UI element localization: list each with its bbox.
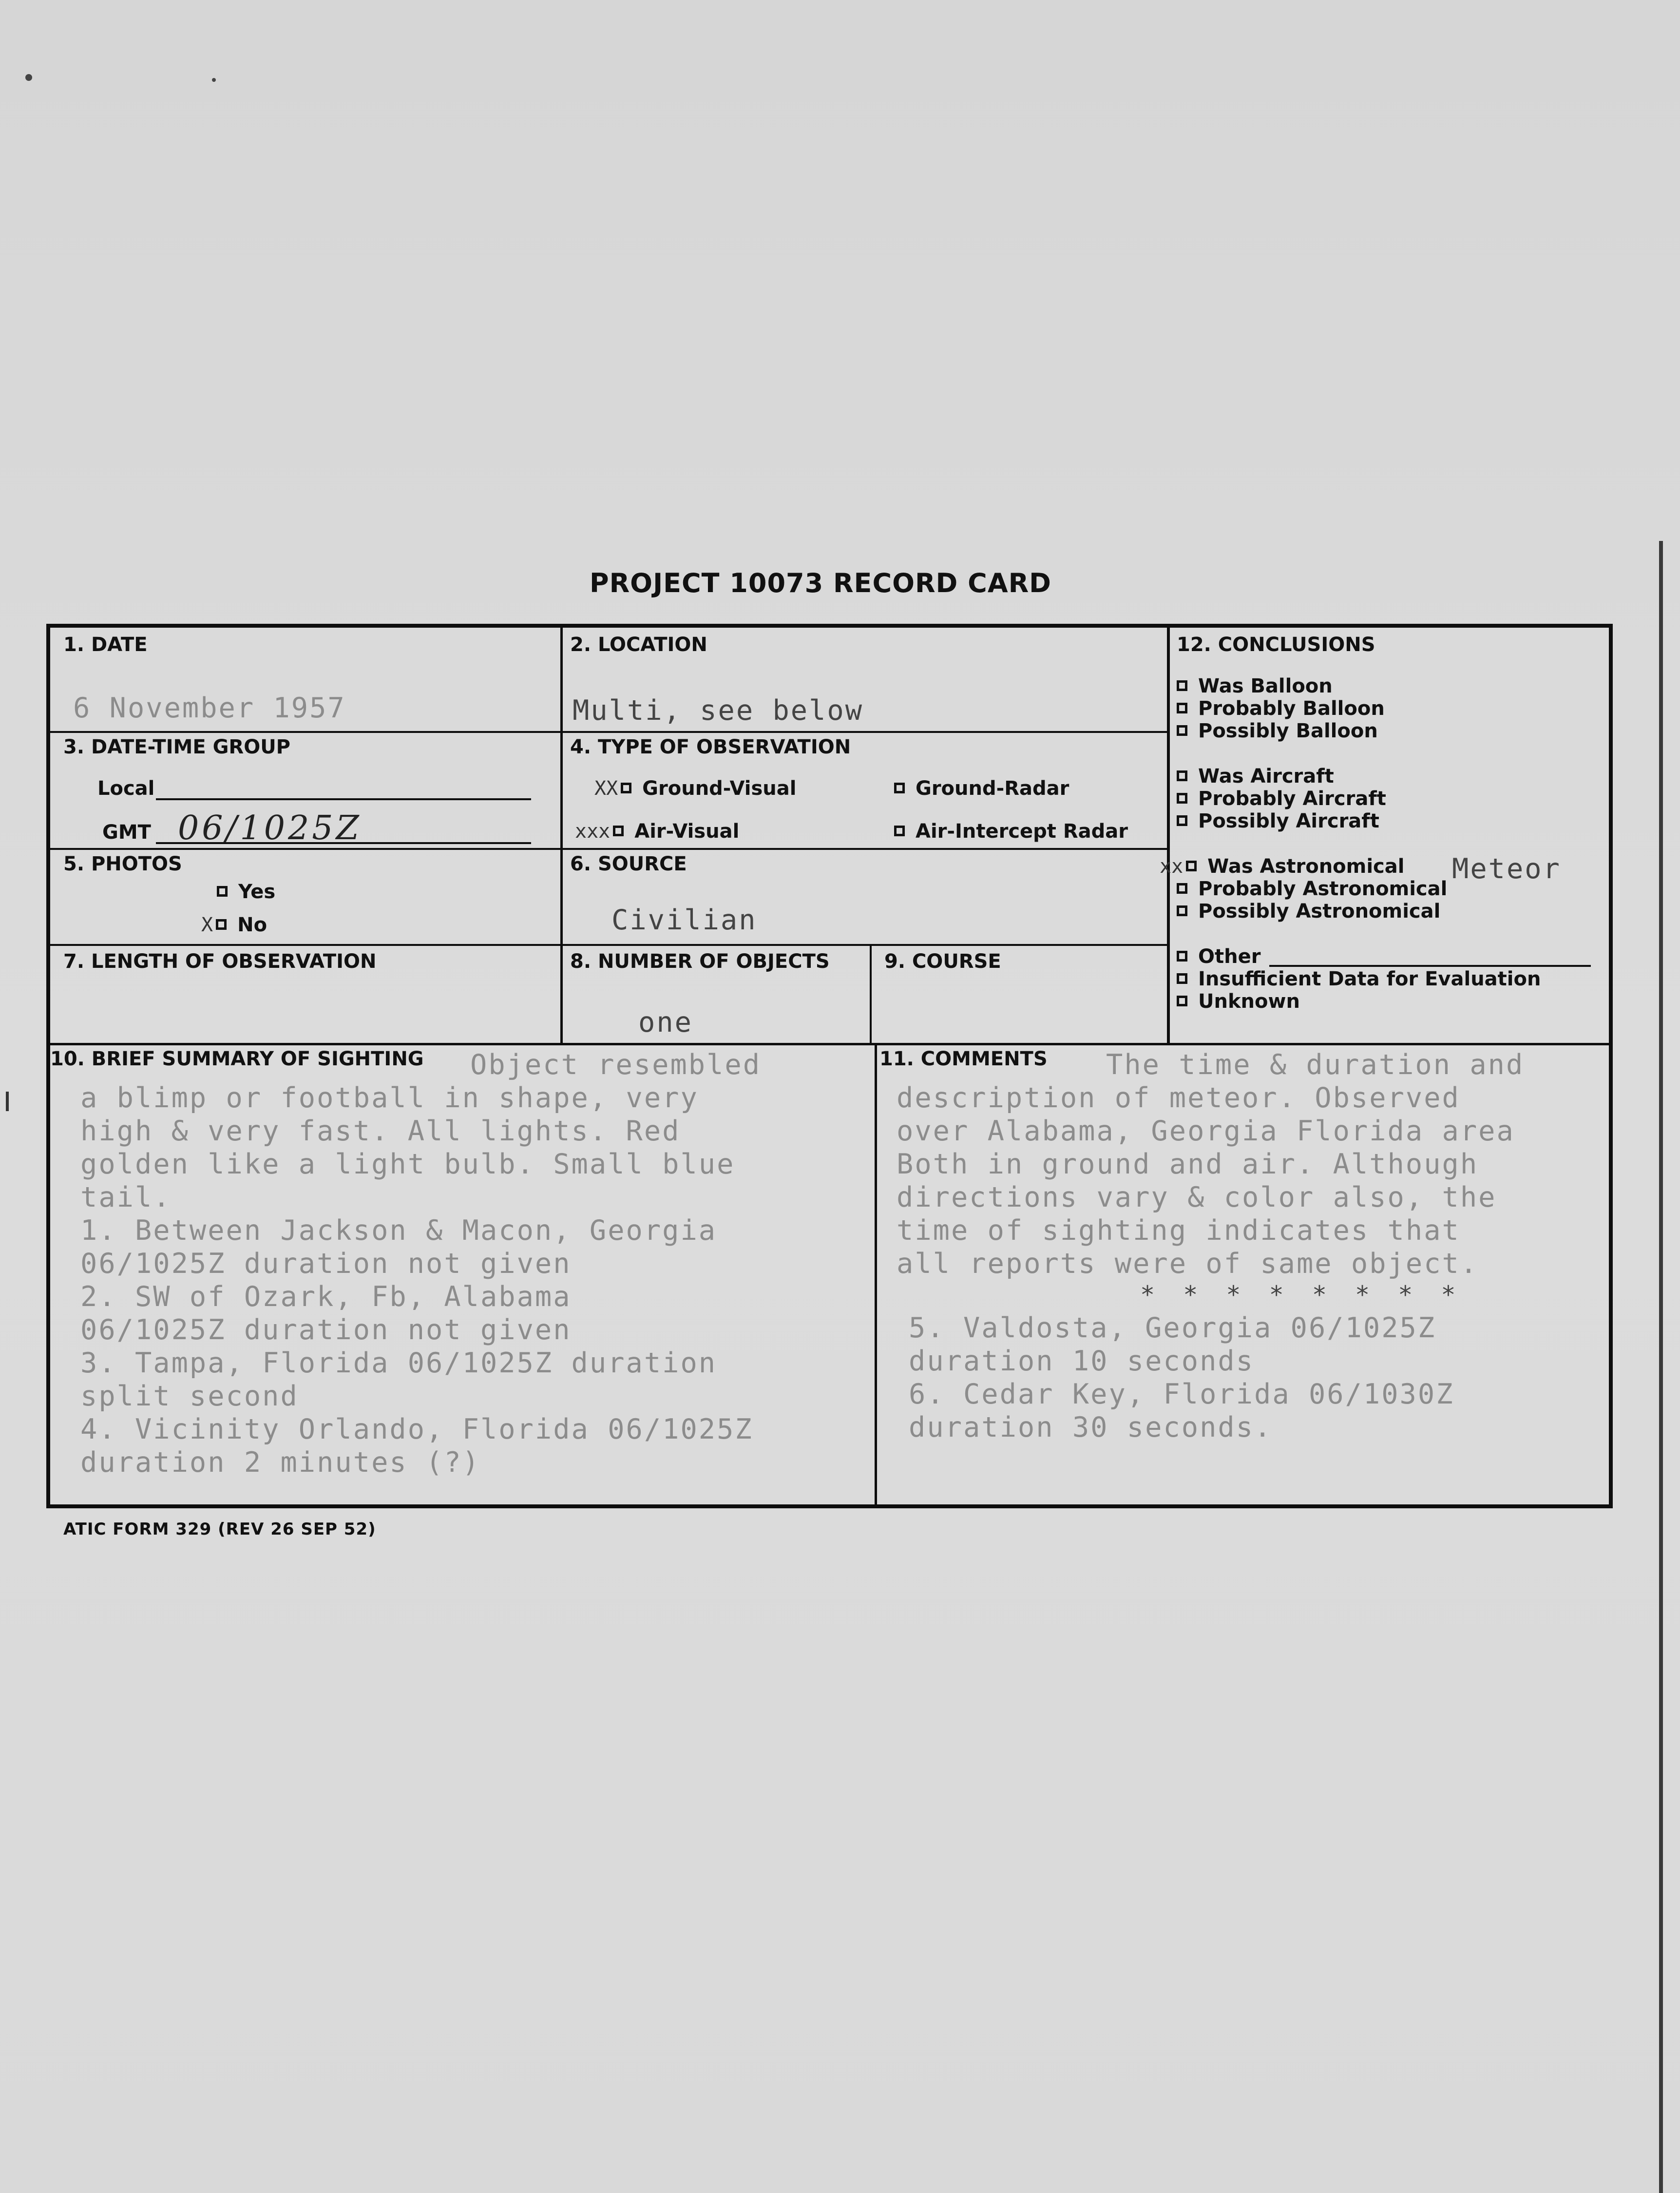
- comment-line: directions vary & color also, the: [897, 1181, 1497, 1213]
- photos-no-option: [201, 914, 267, 936]
- checkbox-icon[interactable]: [894, 826, 905, 836]
- gmt-label: GMT: [102, 821, 151, 844]
- date-value: 6 November 1957: [73, 692, 346, 724]
- checkbox-icon[interactable]: [1177, 815, 1187, 826]
- checkbox-icon[interactable]: [613, 826, 624, 836]
- photos-yes-option: [217, 881, 275, 903]
- checkbox-icon[interactable]: [1177, 951, 1187, 962]
- option-label: Unknown: [1198, 990, 1300, 1013]
- comment-line: over Alabama, Georgia Florida area: [897, 1115, 1515, 1147]
- course-label: 9. COURSE: [884, 950, 1001, 973]
- row1-divider: [46, 731, 1167, 733]
- option-label: Probably Balloon: [1198, 697, 1385, 720]
- comment-extra-line: duration 10 seconds: [909, 1345, 1255, 1377]
- conclusion-probably-astronomical: [1177, 878, 1447, 900]
- ground-visual-option: [594, 777, 796, 800]
- checkbox-icon[interactable]: [1177, 725, 1187, 736]
- gmt-value: 06/1025Z: [178, 809, 362, 847]
- option-label: No: [237, 914, 267, 936]
- checkbox-icon[interactable]: [1177, 793, 1187, 804]
- checkbox-icon[interactable]: [216, 919, 227, 930]
- date-label: 1. DATE: [63, 634, 148, 656]
- comment-line: all reports were of same object.: [897, 1248, 1479, 1280]
- conclusion-was-aircraft: [1177, 765, 1334, 788]
- comments-label: 11. COMMENTS: [879, 1048, 1048, 1070]
- checkbox-icon[interactable]: [1177, 703, 1187, 713]
- option-label: Was Balloon: [1198, 675, 1333, 697]
- checkbox-icon[interactable]: [217, 886, 228, 897]
- summary-line: duration 2 minutes (?): [80, 1446, 480, 1479]
- row2-divider: [46, 848, 1167, 850]
- air-intercept-radar-option: [894, 820, 1128, 843]
- summary-line: 1. Between Jackson & Macon, Georgia: [80, 1214, 717, 1247]
- comment-separator: * * * * * * * *: [1140, 1281, 1463, 1309]
- frame-bottom: [46, 1504, 1613, 1508]
- date-time-group-label: 3. DATE-TIME GROUP: [63, 736, 290, 758]
- option-label: Air-Intercept Radar: [916, 820, 1128, 843]
- astronomical-note: Meteor: [1452, 853, 1561, 885]
- conclusion-possibly-balloon: [1177, 720, 1378, 742]
- conclusion-was-balloon: [1177, 675, 1333, 697]
- local-label: Local: [97, 777, 155, 800]
- option-label: Air-Visual: [634, 820, 740, 843]
- number-of-objects-label: 8. NUMBER OF OBJECTS: [570, 950, 830, 973]
- conclusion-unknown: [1177, 990, 1300, 1013]
- comment-line: Both in ground and air. Although: [897, 1148, 1479, 1180]
- summary-line: a blimp or football in shape, very: [80, 1082, 699, 1114]
- dust-speck: [25, 74, 32, 81]
- form-identifier: ATIC FORM 329 (REV 26 SEP 52): [63, 1520, 376, 1539]
- checkbox-icon[interactable]: [1177, 905, 1187, 916]
- comment-extra-line: 6. Cedar Key, Florida 06/1030Z: [909, 1378, 1454, 1410]
- option-label: Probably Aircraft: [1198, 788, 1386, 810]
- course-divider: [870, 944, 872, 1043]
- option-label: Possibly Aircraft: [1198, 810, 1379, 832]
- source-value: Civilian: [611, 904, 757, 936]
- conclusion-insufficient-data: [1177, 968, 1541, 990]
- conclusion-probably-aircraft: [1177, 788, 1386, 810]
- length-label: 7. LENGTH OF OBSERVATION: [63, 950, 377, 973]
- summary-line: 06/1025Z duration not given: [80, 1248, 572, 1280]
- dust-speck: [212, 78, 216, 82]
- frame-top: [46, 624, 1613, 628]
- summary-line: high & very fast. All lights. Red: [80, 1115, 681, 1147]
- summary-line: golden like a light bulb. Small blue: [80, 1148, 735, 1180]
- location-label: 2. LOCATION: [570, 634, 707, 656]
- option-label: Ground-Radar: [916, 777, 1069, 800]
- check-mark: xxx: [575, 820, 611, 843]
- check-mark: XX: [594, 777, 618, 800]
- summary-line: tail.: [80, 1181, 172, 1213]
- checkbox-icon[interactable]: [1177, 680, 1187, 691]
- checkbox-icon[interactable]: [1177, 973, 1187, 984]
- checkbox-icon[interactable]: [894, 783, 905, 793]
- option-label: Ground-Visual: [642, 777, 797, 800]
- checkbox-icon[interactable]: [621, 783, 631, 793]
- summary-line: 06/1025Z duration not given: [80, 1314, 572, 1346]
- check-mark: xx: [1160, 855, 1184, 878]
- number-of-objects-value: one: [638, 1006, 693, 1039]
- record-card: [46, 624, 1613, 1508]
- option-label: Possibly Astronomical: [1198, 900, 1441, 923]
- option-label: Was Astronomical: [1207, 855, 1405, 878]
- location-value: Multi, see below: [573, 694, 864, 727]
- summary-line: Object resembled: [470, 1049, 762, 1081]
- checkbox-icon[interactable]: [1177, 996, 1187, 1006]
- punch-mark: [6, 1092, 9, 1111]
- summary-line: split second: [80, 1380, 299, 1412]
- card-title: PROJECT 10073 RECORD CARD: [590, 568, 1052, 598]
- comment-line: The time & duration and: [1106, 1049, 1525, 1081]
- conclusion-possibly-aircraft: [1177, 810, 1379, 832]
- frame-right: [1609, 624, 1613, 1508]
- frame-left: [46, 624, 50, 1508]
- comment-line: time of sighting indicates that: [897, 1214, 1460, 1247]
- checkbox-icon[interactable]: [1177, 883, 1187, 894]
- comments-divider: [875, 1043, 877, 1506]
- conclusions-label: 12. CONCLUSIONS: [1177, 634, 1375, 656]
- conclusion-possibly-astronomical: [1177, 900, 1440, 923]
- row3-divider: [46, 944, 1167, 946]
- other-underline: [1269, 965, 1591, 967]
- summary-line: 4. Vicinity Orlando, Florida 06/1025Z: [80, 1413, 753, 1445]
- conclusion-probably-balloon: [1177, 697, 1385, 720]
- conclusions-divider: [1167, 624, 1170, 1045]
- ground-radar-option: [894, 777, 1069, 800]
- option-label: Other: [1198, 945, 1261, 968]
- card-edge-shadow: [1659, 541, 1663, 2193]
- summary-label: 10. BRIEF SUMMARY OF SIGHTING: [50, 1048, 424, 1070]
- air-visual-option: [575, 820, 739, 843]
- check-mark: X: [201, 914, 213, 936]
- photos-label: 5. PHOTOS: [63, 853, 182, 875]
- col1-divider: [560, 624, 563, 1043]
- conclusion-was-astronomical: [1160, 855, 1404, 878]
- observation-type-label: 4. TYPE OF OBSERVATION: [570, 736, 851, 758]
- local-underline: [156, 798, 531, 800]
- summary-divider: [46, 1043, 1613, 1045]
- source-label: 6. SOURCE: [570, 853, 687, 875]
- option-label: Yes: [238, 881, 276, 903]
- comment-extra-line: 5. Valdosta, Georgia 06/1025Z: [909, 1312, 1436, 1344]
- option-label: Possibly Balloon: [1198, 720, 1378, 742]
- checkbox-icon[interactable]: [1186, 861, 1197, 871]
- checkbox-icon[interactable]: [1177, 770, 1187, 781]
- summary-line: 3. Tampa, Florida 06/1025Z duration: [80, 1347, 717, 1379]
- option-label: Probably Astronomical: [1198, 878, 1448, 900]
- comment-line: description of meteor. Observed: [897, 1082, 1460, 1114]
- summary-line: 2. SW of Ozark, Fb, Alabama: [80, 1281, 572, 1313]
- conclusion-other: [1177, 945, 1260, 968]
- comment-extra-line: duration 30 seconds.: [909, 1411, 1273, 1443]
- option-label: Was Aircraft: [1198, 765, 1334, 788]
- option-label: Insufficient Data for Evaluation: [1198, 968, 1541, 990]
